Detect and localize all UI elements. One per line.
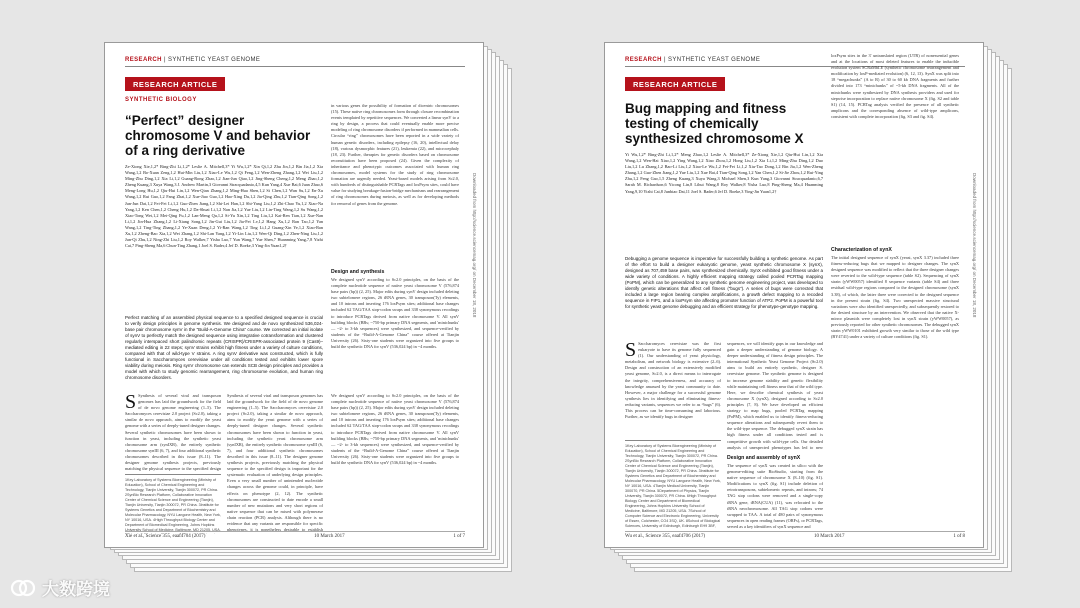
running-head: RESEARCH | SYNTHETIC YEAST GENOME <box>125 57 465 67</box>
section-body-text: We designed synV according to Sc2.0 principles, on the basis of the complete nucleotide sequence of native yeast chromosome V (576,874 base pairs (bp)) (2, 25). Major edits during synV design included deleting two subtelomere regions, 26 tRNA genes, 30 transposon(Ty) elements, and 10 introns and inserting 176 loxPsym sites; additional base changes included 62 TAG/TAA stop-codon swaps and 338 synonymous recodings to introduce PCRTags derived from native chromosome V. All synV building blocks (BBs; ~750-bp primary DNA segments, and 'minichunks' — ~2- to 3-kb sequences) were synthesized, and sequence-verified by students of the “Build-A-Genome China” course offered at Tianjin University (26). Sixty-one students were organized into five groups to build the synthetic DNA for synV (536,024 bp) in ~4 months. <box>331 277 459 350</box>
intro-body: Synthesis of several viral and transposon genomes has laid the groundwork for the field of de novo genome engineering (1–5). The Saccharomyces cerevisiae 2.0 project (Sc2.0), taking a similar de novo approach, aims to modify the yeast genome with a series of deeply-tuned designer changes. Several synthetic chromosomes have been shown to function in yeast, including the synthetic yeast chromosome arm (synIXR), the entirely synthetic chromosome synIII (6, 7), and four additional synthetic chromosomes described in this issue (8–11). The designer genome synthesis projects, previously matching the physical sequence to the specified design <box>125 393 221 471</box>
page-footer <box>125 531 465 539</box>
intro-body-continued: Synthesis of several viral and transposon genomes has laid the groundwork for the field of de novo genome engineering (1–5). The Saccharomyces cerevisiae 2.0 project (Sc2.0), taking a similar de novo approach, aims to modify the yeast genome with a series of deeply-tuned designer changes. Several synthetic chromosomes have been shown to function in yeast, including the synthetic yeast chromosome arm (synIXR), the entirely synthetic chromosome synIII (6, 7), and four additional synthetic chromosomes described in this issue (8–11). The designer genome synthesis projects, previously matching the physical sequence to the specified design is important for the systematic evaluation of underlying design principles. Even a very small number of unintended nucleotide changes across the genome could, in principle, have effects on phenotype (2, 12). The synthetic chromosomes are constructed to date encode a small number of new mutations and very short regions of native sequence that can be mixed with polymerase chain reaction (PCR) analysis. Although there is no evidence that any variants are responsible for specific phenotypes, it is nonetheless desirable to establish <box>227 393 323 533</box>
publication-date: 10 March 2017 <box>813 534 845 539</box>
research-article-banner: RESEARCH ARTICLE <box>625 77 725 91</box>
affiliations: 1Key Laboratory of Systems Bioengineering (Ministry of Education), School of Chemical Engineering and Technology, Tianjin University, Tianjin 300072, PR China. 2SynBio Research Platform, Collaborative Innovation Center of Chemical Science and Engineering (Tianjin), Tianjin University, Tianjin 300072, PR China. 3Institute for Systems Genetics and Department of Biochemistry and Molecular Pharmacology, NYU Langone Health, New York, NY 10016, USA. 4Tianjin Medical University, Tianjin 300070, PR China. 5Department of Physics, Tianjin University, Tianjin 300072, PR China. 6High Throughput Biology Center and Department of Biomedical Engineering, Johns Hopkins University School of Medicine, Baltimore, MD 21205, USA. 7School of Computer Science and Electronic Engineering, University of Essex, Colchester, CO4 3SQ, UK. 8School of Biological Sciences, University of Edinburgh, Edinburgh EH9 3BF, <box>625 440 721 528</box>
abstract-text: Perfect matching of an assembled physical sequence to a specified designed sequence is crucial to verify design principles in genome synthesis. We designed and de novo synthesized 536,024-base pair chromosome synV in the “Build-A-Genome China” course. We corrected an initial isolate of synV to perfectly match the designed sequence using integrative cotransformation and clustered regularly interspaced short palindromic repeats (CRISPR)/CRISPR-associated protein 9 (Cas9)–mediated editing in 22 steps; synV strains exhibit high fitness under a variety of culture conditions, compared with that of wild-type V strains. A ring synV derivative was constructed, which is fully functional in Saccharomyces cerevisiae under all conditions tested and exhibits lower spore viability during meiosis. Ring synV chromosome can extends SCB design principles and provides a model with which to study genomic rearrangement, ring chromosome evolution, and human ring chromosome disorders. <box>125 315 323 380</box>
page-footer <box>625 531 965 539</box>
running-head-topic: SYNTHETIC YEAST GENOME <box>167 57 261 63</box>
running-head: RESEARCH | SYNTHETIC YEAST GENOME <box>625 57 965 67</box>
running-head-section: RESEARCH <box>625 57 662 63</box>
body-bottom-left <box>625 341 721 528</box>
citation: Wu et al., Science 355, eaaf4706 (2017) <box>625 534 706 539</box>
body-bottom-left <box>125 393 221 534</box>
section-heading-design: Design and assembly of synX <box>727 455 801 461</box>
paper-title: “Perfect” designer chromosome V and behavior of a ring derivative <box>125 113 311 158</box>
drop-cap: S <box>125 393 137 413</box>
research-article-banner: RESEARCH ARTICLE <box>125 77 225 91</box>
paper-front-page-synv <box>104 42 484 548</box>
section-heading: Design and synthesis <box>331 269 385 275</box>
characterization-text: The initial designed sequence of synX (yeast, synX 3.37) included three fitness-reducing bugs that we mapped to designer changes. The synX designed sequence was modified to reflect that the three designer changes were reverted to the wild-type sequence (table S2). Sequencing of synX strain (yWW0057) identified 8 sequence variants (table S4) and three residual wild-type regions compared to the designed chromosome (synX 3.38), of which, the latter three were corrected to the designed sequence in the present strain (fig. S4). Two unexpected massive structural variations were also identified unexpectedly, and subsequently restored to the desired structure by an intervention. We observed that the native X-mirror plasmids were completely lost in synX strain (yWW0057), as previously reported for other synthetic chromosomes. The debugged synX strain yWW0101 exhibited growth very similar to those of the wild type (BY4741) under a variety of culture conditions (fig. S1). <box>831 255 959 340</box>
intro-continued-text: in various genes the possibility of formation of dicentric chromosomes (15). These native ring chromosomes form through closure recombination events templated by repetitive sequences. We converted a linear synV to a ring by design, a process that could eventually enable more precise modeling of ring chromosome disorders if performed in mammalian cells. Circular “ring” chromosomes have been reported in a wide variety of human genetic disorders, including epilepsy (16, 20), intellectual delay (18), various dysmorphic features (21), leukemia (22), and microcephaly (18, 23). Further, therapies for genetic disorders based on chromosome reconstitution have been proposed (24). Given the complexity of inheritance and phenotypic outcomes associated with human ring chromosomes, model systems for the study of ring chromosome formation are urgently needed. Yeast-based models arising from Sc2.0, with hundreds of distinguishable PCRTags and loxPsym sites, could have value for studying breakage-fusion-bridge mechanisms and rearrangement of ring chromosomes during meiosis, as well as for developing methods for removal of genes from the genome. <box>331 103 459 206</box>
affiliations: 1Key Laboratory of Systems Bioengineering (Ministry of Education), School of Chemical Engineering and Technology, Tianjin University, Tianjin 300072, PR China. 2SynBio Research Platform, Collaborative Innovation Center of Chemical Science and Engineering (Tianjin), Tianjin University, Tianjin 300072, PR China. 3Institute for Systems Genetics and Department of Biochemistry and Molecular Pharmacology, NYU Langone Health, New York, NY 10016, USA. 4High Throughput Biology Center and Department of Biomedical Engineering, Johns Hopkins University School of Medicine, Baltimore, MD 21205, USA. <box>125 474 221 534</box>
running-head-topic: SYNTHETIC YEAST GENOME <box>667 57 761 63</box>
intro-body: Saccharomyces cerevisiae was the first eukaryote to have its genome fully sequenced (1). Our understanding of yeast physiology, metabolism, and network biology is extensive (2–6). Design and construction of an extensively modified yeast genome, Sc2.0, is a direct means to interrogate the integrity, comprehensiveness, and accuracy of knowledge amassed by the yeast community to date. However, a major challenge for a successful genome synthesis lies in identifying and eliminating fitness-reducing variants, sequences we refer to as “bugs” (6). This process can be time-consuming and laborious. Further, as we identify bugs in designer <box>625 341 721 420</box>
download-notice: Downloaded from http://science.sciencemag.org/ on December 18, 2018 <box>472 173 477 318</box>
watermark-text: 大数跨境 <box>42 580 110 600</box>
author-list: Ze-Xiong Xie,1,2* Bing-Zhi Li,1,2* Leslie A. Mitchell,3* Yi Wu,1,2* Xin Qi,1,2 Zhu Jin,1,2 Bin Jia,1,2 Xia Wang,1,2 Bo-Xuan Zeng,1,2 Hui-Min Liu,1,2 Xiao-Le Wu,1,2 Qi Feng,1,2 Wen-Zheng Zhang,1,2 Wei Liu,1,2 Ming-Zhu Ding,1,2 Xia Li,1,2 Guang-Rong Zhao,1,2 Jian-Jun Qiao,1,2 Jing-Sheng Cheng,1,2 Meng Zhao,1,2 Zheng Kuang,3 Xuya Wang,3 J. Andrew Martin,3 Giovanni Stracquadanio,4,5 Kun Yang,4 Xue Bai,6 Juan Zhao,6 Meng-Long Hu,1,2 Qiu-Hui Lin,1,2 Wen-Qian Zhang,1,2 Ming-Hua Shen,1,2 Si Chen,1,2 Wan Su,1,2 En-Xu Wang,1,2 Rui Guo,1,2 Fang Zhai,1,2 Xue-Jiao Guo,1,2 Hao-Xing Du,1,2 Jia-Qing Zhu,1,2 Tian-Qing Song,1,2 Jun-Jun Dai,1,2 Fei-Fei Li,1,2 Guo-Zhen Jiang,1,2 Shi-Lei Han,1,2 Shi-Yang Liu,1,2 Zhi-Chao Yu,1,2 Xiao-Na Yang,1,2 Ken Chen,1,2 Cheng Hu,1,2 Da-Shuai Li,1,2 Nan Jia,1,2 Yue Liu,1,2 Lin-Ting Wang,1,2 Su Wang,1,2 Xiao-Tong Wei,1,2 Mei-Qing Fu,1,2 Lan-Meng Qu,1,2 Si-Yu Xin,1,2 Ting Liu,1,2 Kai-Ren Tian,1,2 Xue-Nan Li,1,2 Jin-Hua Zhang,1,2 Li-Xiang Song,1,2 Jin-Gui Liu,1,2 Jia-Fei Lv,1,2 Hang Xu,1,2 Ran Tao,1,2 Yan Wang,1,2 Ting-Ting Zhang,1,2 Ye-Xuan Deng,1,2 Yi-Ran Wang,1,2 Ting Li,1,2 Guang-Xin Ye,1,2 Xiao-Ran Xu,1,2 Zheng-Bao Xia,1,2 Wei Zhang,1,2 Shi-Lan Yang,1,2 Yi-Lin Liu,1,2 Wen-Qi Ding,1,2 Zhen-Ning Liu,1,2 Jun-Qi Zhu,1,2 Ning-Zhi Liu,1,2 Roy Walker,7 Yisha Luo,7 Yun Wang,7 Yue Shen,7 Huanming Yang,7,8 Yizhi Cai,7 Ping-Sheng Ma,6 Chun-Ting Zhang,1 Joel S. Bader,4 Jef D. Boeke,3 Ying-Jin Yuan1,2† <box>125 164 323 249</box>
left-column <box>125 113 323 296</box>
publication-date: 10 March 2017 <box>314 534 345 539</box>
right-paper-stack <box>604 42 1024 582</box>
right-column-top <box>331 103 459 377</box>
subject-label: SYNTHETIC BIOLOGY <box>125 97 197 103</box>
drop-cap: S <box>625 341 637 361</box>
watermark <box>10 575 110 600</box>
intro-text <box>125 393 221 471</box>
section-body-text: The sequence of synX was created in silico with the genome-editing suite BioStudio, starting from the native sequence of chromosome X (8–10) (fig. S1). Modifications to synX (fig. S1) include deletion of retrotransposons, subtelomeric repeats, and introns; 74 TAG stop codons were removed and a single-copy tRNA gene, tRNA(CUA) (11), was relocated to the tRNA neochromosome. All TAG stop codons were swapped to TAA. A total of 480 pairs of synonymous sequences in open reading frames (ORFs), or PCRTags, served as a key identifiers of synX sequence and <box>727 463 823 529</box>
right-column <box>831 53 959 525</box>
abstract-block <box>125 307 323 393</box>
paper-front-page-synx <box>604 42 984 548</box>
running-head-section: RESEARCH <box>125 57 162 63</box>
section-heading-characterization: Characterization of synX <box>831 247 892 253</box>
section-body-continued: We designed synV according to Sc2.0 principles, on the basis of the complete nucleotide sequence of native yeast chromosome V (576,874 base pairs (bp)) (2, 25). Major edits during synV design included deleting two subtelomere regions, 26 tRNA genes, 30 transposon(Ty) elements, and 10 introns and inserting 176 loxPsym sites; additional base changes included 62 TAG/TAA stop-codon swaps and 338 synonymous recodings to introduce PCRTags derived from native chromosome V. All synV building blocks (BBs; ~750-bp primary DNA segments, and 'minichunks' — ~2- to 3-kb sequences) were synthesized, and sequence-verified by students of the “Build-A-Genome China” course offered at Tianjin University (26). Sixty-one students were organized into five groups to build the synthetic DNA for synV (536,024 bp) in ~4 months. <box>331 393 459 466</box>
citation: Xie et al., Science 355, eaaf4704 (2017) <box>125 534 206 539</box>
intro-body-continued: sequences, we will identify gaps in our knowledge and gain a deeper understanding of genome biology. A deeper understanding of fitness design principles. The international Synthetic Yeast Genome Project (Sc2.0) aims to build an entirely synthetic, designer S. cerevisiae genome. The synthetic genome is designed to increase genome stability and genetic flexibility while maintaining cell fitness near that of the wild type. Here, we describe chemical synthesis of yeast chromosome X (synX), designed according to Sc2.0 principles (7, 8). We have developed an efficient strategy to map bugs, pooled PCRTag mapping (PoPM), which enabled us to identify fitness-reducing sequence alterations and subsequently revert them to the wild-type sequence. The debugged synX strain has high fitness under all conditions tested and is competitive growth with wild-type cells. Our detailed analysis of unexpected phenotypes has led to new <box>727 341 823 450</box>
watermark-logo-icon <box>10 577 36 599</box>
page-number: 1 of 8 <box>953 534 965 539</box>
page-number: 1 of 7 <box>453 534 465 539</box>
column-three-text: loxPsym sites in the 3′ untranslated region (UTR) of nonessential genes and at the locations of most deleted features to enable the inducible evolution system SCRaMbLE (synthetic chromosome rearrangement and modification by loxP-mediated evolution) (6, 12, 13). SynX was split into 18 “megachunks” (A to R) of 30 to 60 kb DNA fragments and further divided into 173 “minichunks” of ~5-kb DNA fragments. All of the minichunks were synthesized by DNA synthesis providers and used for stepwise incorporation to replace native chromosome X (fig. S2 and table S1) (14, 15). PCRTag analysis verified the presence of all synthetic amplicons and the corresponding absence of wild-type amplicons, consistent with complete incorporation (fig. S3 and fig. S4). <box>831 53 959 119</box>
left-paper-stack <box>104 42 524 582</box>
body-bottom-middle <box>727 341 823 535</box>
intro-text <box>625 341 721 437</box>
body-bottom-right <box>331 393 459 533</box>
left-column <box>625 101 823 322</box>
author-list: Yi Wu,1,2* Bing-Zhi Li,1,2* Meng Zhao,1,2 Leslie A. Mitchell,3* Ze-Xiong Xie,1,2 Qiu-Hui Lin,1,2 Xia Wang,1,2 Wen-Hai Xiao,1,2 Ying Wang,1,2 Xiao Zhou,1,2 Hong Liu,1,2 Xia Li,1,2 Ming-Zhu Ding,1,2 Duo Liu,1,2 Lu Zhang,1,2 Bao-Li Liu,1,2 Xiao-Le Wu,1,2 Fei-Fei Li,1,2 Xiu-Tao Dong,1,2 Bin Jia,1,2 Wen-Zheng Zhang,1,2 Guo-Zhen Jiang,1,2 Yue Liu,1,2 Xue Bai,4 Tian-Qing Song,1,2 Yan Chen,1,2 Si-Jie Zhou,1,2 Rui-Ying Zhu,1,2 Feng Gao,1,5 Zheng Kuang,3 Xuya Wang,3 Michael Shen,3 Kun Yang,3 Giovanni Stracquadanio,6,7 Sarah M. Richardson,6 Yicong Lin,8 Lihui Wang,8 Roy Walker,8 Yisha Luo,8 Ping-Sheng Ma,4 Huanming Yang,9,10 Yizhi Cai,8 Junbiao Dai,11 Joel S. Bader,6 Jef D. Boeke,3 Ying-Jin Yuan1,2† <box>625 152 823 194</box>
body-bottom-middle <box>227 393 323 533</box>
abstract-text: Debugging a genome sequence is imperative for successfully building a synthetic genome. As part of the effort to build a designer eukaryotic genome, yeast synthetic chromosome X (synX), designed as 707,459 base pairs, was synthesized chemically. SynX exhibited good fitness under a wide variety of conditions. A highly efficient mapping strategy called pooled PCRTag mapping (PoPM), which can be generalized to any synthetic genome engineering project, was developed to identify genetic alterations that affect cell fitness (“bugs”). A series of bugs were corrected that included a large region bearing complex amplifications, a growth defect mapping to a recoded sequence in FIP1, and a loxPsym site affecting promoter function of ATP2. PoPM is a powerful tool for synthetic yeast genome debugging and an efficient strategy for phenotype-genotype mapping. <box>625 256 823 309</box>
paper-title: Bug mapping and fitness testing of chemically synthesized chromosome X <box>625 101 804 146</box>
download-notice: Downloaded from http://science.sciencemag.org/ on December 18, 2018 <box>972 173 977 318</box>
